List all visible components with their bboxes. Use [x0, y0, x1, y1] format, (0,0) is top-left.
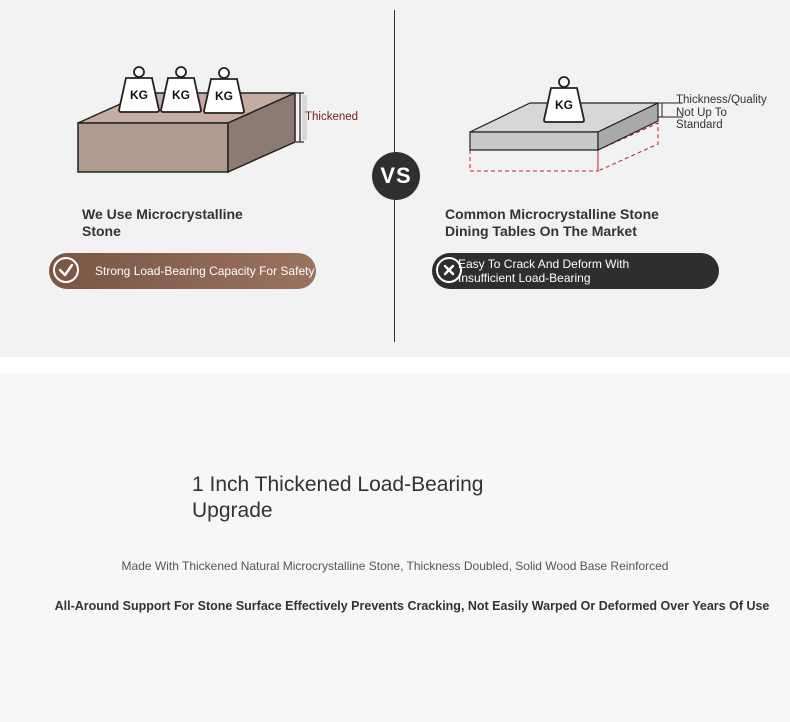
- right-caption: [445, 206, 685, 240]
- good-badge-text: Strong Load-Bearing Capacity For Safety: [95, 264, 315, 278]
- bad-badge-text: [458, 257, 629, 285]
- left-caption: [82, 206, 282, 240]
- check-circle-icon: [53, 257, 79, 283]
- feature-headline: [192, 472, 612, 524]
- right-caption-text: Common Microcrystalline Stone Dining Tables On The Market: [445, 206, 659, 239]
- feature-subtext-2: All-Around Support For Stone Surface Effectively Prevents Cracking, Not Easily Warped Or Deformed Over Years Of Use: [54, 599, 770, 613]
- feature-subtext: Made With Thickened Natural Microcrystalline Stone, Thickness Doubled, Solid Wood Base Reinforced: [121, 559, 669, 573]
- weight-label: KG: [215, 89, 233, 103]
- weight-icon-3: [202, 67, 246, 115]
- left-caption-text: We Use Microcrystalline Stone: [82, 206, 243, 239]
- bad-badge-line: Easy To Crack And Deform With: [458, 257, 630, 271]
- weight-label: KG: [172, 88, 190, 102]
- thickness-quality-label: [676, 94, 767, 132]
- headline-line: 1 Inch Thickened Load-Bearing: [192, 473, 484, 496]
- slab-front-face: [78, 123, 228, 172]
- bad-badge: [432, 253, 719, 289]
- weight-label: KG: [555, 98, 573, 112]
- thickness-quality-line: Not Up To: [676, 106, 727, 119]
- weight-label: KG: [130, 88, 148, 102]
- weight-icon-2: [159, 66, 203, 114]
- weight-icon-right: [542, 76, 586, 124]
- thin-slab-front-face: [470, 132, 598, 150]
- thickness-quality-line: Thickness/Quality: [676, 94, 767, 106]
- thickness-quality-line: Standard: [676, 119, 723, 131]
- vs-badge: VS: [372, 152, 420, 200]
- weight-icon-1: [117, 66, 161, 114]
- thickened-label: Thickened: [305, 111, 359, 123]
- headline-line: Upgrade: [192, 499, 273, 522]
- bad-badge-line: Insufficient Load-Bearing: [458, 271, 591, 285]
- feature-panel: [0, 373, 790, 722]
- good-badge: [49, 253, 316, 289]
